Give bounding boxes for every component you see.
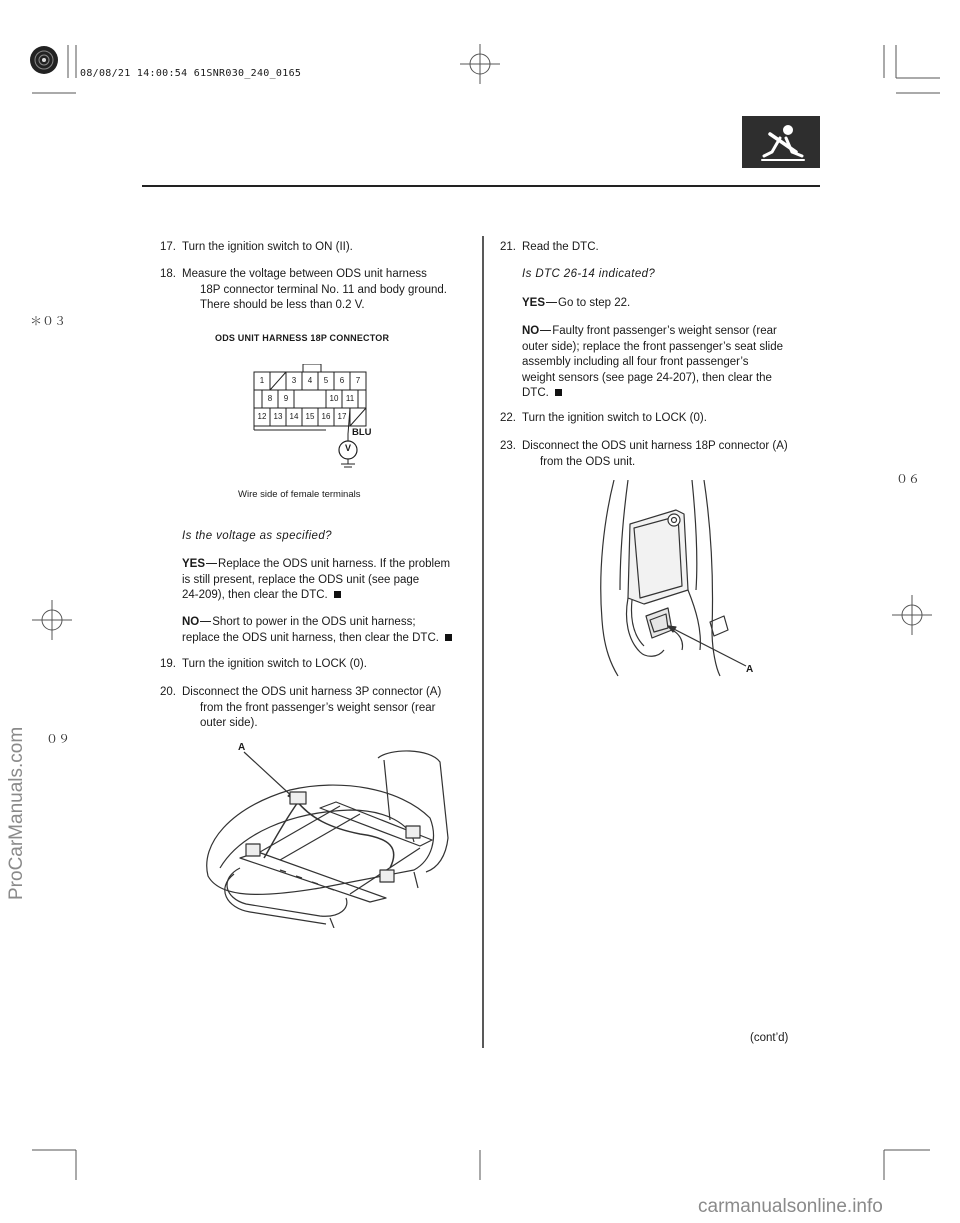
terminal-14: 14 <box>289 412 299 421</box>
connector-row-3 <box>254 412 366 426</box>
terminal-12: 12 <box>257 412 267 421</box>
continued-label: (cont’d) <box>750 1032 789 1044</box>
question-dtc: Is DTC 26-14 indicated? <box>522 268 656 280</box>
connector-row-1 <box>254 376 366 390</box>
terminal-4: 4 <box>307 376 313 385</box>
watermark-left-text: ProCarManuals.com <box>6 726 27 900</box>
terminal-15: 15 <box>305 412 315 421</box>
terminal-13: 13 <box>273 412 283 421</box>
terminal-17: 17 <box>337 412 347 421</box>
connector-caption: Wire side of female terminals <box>238 489 361 500</box>
margin-mark-06: ０６ <box>896 472 921 486</box>
registration-target-icon <box>30 46 58 74</box>
question-voltage: Is the voltage as specified? <box>182 530 332 542</box>
margin-mark-03: ＊０３ <box>30 314 67 328</box>
end-mark-icon <box>555 389 562 396</box>
section-badge <box>742 116 820 168</box>
seat-figure-label: A <box>238 742 246 753</box>
margin-mark-09: ０９ <box>46 732 71 746</box>
meter-symbol: V <box>344 443 351 453</box>
watermark-left <box>6 580 30 900</box>
terminal-6: 6 <box>339 376 345 385</box>
answer-yes-left: YES Replace the ODS unit harness. If the problem is still present, replace the ODS unit (see page 24-209), then clear the DTC. <box>182 558 451 601</box>
wire-color-label: BLU <box>352 427 372 438</box>
print-timestamp: 08/08/21 14:00:54 61SNR030_240_0165 <box>80 68 302 79</box>
terminal-10: 10 <box>329 394 339 403</box>
answer-no-right: NO Faulty front passenger’s weight sensor (rear outer side); replace the front passenger’s seat slide assembly including all four front passenger’s weight sensors (see page 24-207), then clear the DTC. <box>522 325 784 399</box>
end-mark-icon <box>334 591 341 598</box>
connector-row-2 <box>254 394 366 408</box>
terminal-3: 3 <box>291 376 297 385</box>
terminal-11: 11 <box>345 394 355 403</box>
terminal-5: 5 <box>323 376 329 385</box>
terminal-9: 9 <box>283 394 289 403</box>
watermark-bottom: carmanualsonline.info <box>698 1196 883 1217</box>
answer-yes-right: YES Go to step 22. <box>522 297 631 309</box>
seat-illustration <box>200 748 460 928</box>
end-mark-icon <box>445 634 452 641</box>
seat-belt-airbag-icon <box>742 116 820 168</box>
terminal-16: 16 <box>321 412 331 421</box>
connector-title: ODS UNIT HARNESS 18P CONNECTOR <box>215 333 390 343</box>
terminal-7: 7 <box>355 376 361 385</box>
terminal-8: 8 <box>267 394 273 403</box>
answer-no-left: NO Short to power in the ODS unit harness; replace the ODS unit harness, then clear the DTC. <box>182 615 482 646</box>
ods-figure-label: A <box>746 664 754 675</box>
terminal-1: 1 <box>259 376 265 385</box>
ods-unit-illustration <box>584 480 764 680</box>
